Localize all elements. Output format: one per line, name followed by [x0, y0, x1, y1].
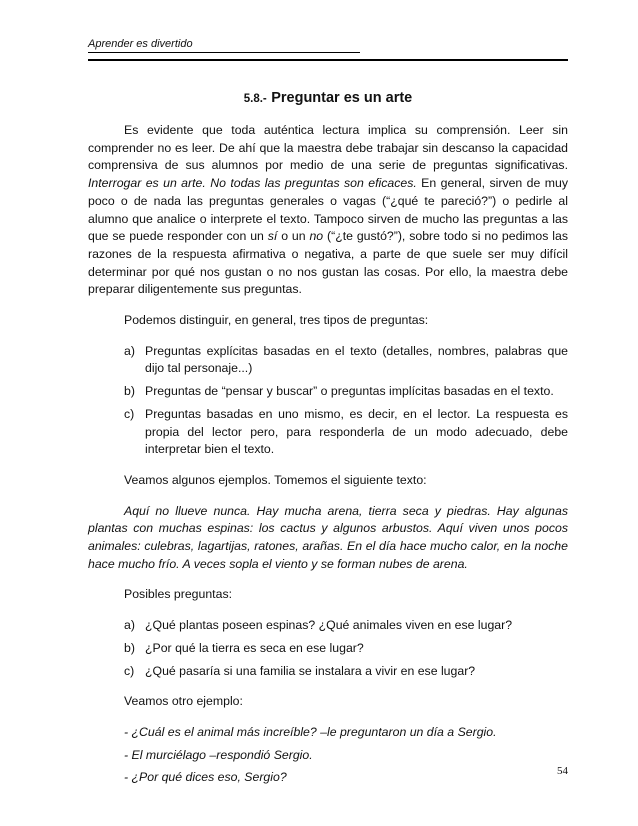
possible-questions-list: [88, 617, 568, 680]
section-title: [88, 89, 568, 107]
dialogue-line: - ¿Por qué dices eso, Sergio?: [124, 770, 287, 785]
list-text: Preguntas basadas en uno mismo, es decir, en el lector. La respuesta es propia del lector pero, para responderla de un modo adecuado, debe interpretar bien el texto.: [145, 406, 568, 457]
section-heading: Preguntar es un arte: [271, 90, 413, 106]
list-item: [124, 640, 568, 658]
list-marker: b): [124, 384, 135, 399]
list-text: Preguntas de “pensar y buscar” o preguntas implícitas basadas en el texto.: [145, 384, 554, 399]
text-run-italic: no: [309, 229, 324, 244]
section-number: 5.8.-: [243, 93, 267, 105]
list-marker: c): [124, 406, 135, 421]
paragraph-intro: [88, 122, 568, 299]
header-rule-thick: [88, 59, 568, 61]
text-run: o un: [277, 229, 310, 244]
dialogue-line: - El murciélago –respondió Sergio.: [124, 747, 313, 762]
list-text: ¿Por qué la tierra es seca en ese lugar?: [145, 640, 364, 655]
list-text: Preguntas explícitas basadas en el texto (detalles, nombres, palabras que dijo tal personaje...): [145, 343, 568, 376]
paragraph-types: Podemos distinguir, en general, tres tipos de preguntas:: [124, 313, 429, 328]
sample-text: Aquí no llueve nunca. Hay mucha arena, tierra seca y piedras. Hay algunas plantas con muchas espinas: los cactus y algunos arbustos. Aquí viven unos pocos animales: culebras, lagartijas, ratones, arañas. En el día hace mucho calor, en la noche hace mucho frío. A veces sopla el viento y se forman nubes de arena.: [88, 503, 568, 571]
text-run-italic: sí: [267, 229, 278, 244]
question-types-list: [88, 343, 568, 459]
dialogue-line: - ¿Cuál es el animal más increíble? –le preguntaron un día a Sergio.: [124, 724, 497, 739]
list-marker: b): [124, 640, 135, 655]
text-run: Es evidente que toda auténtica lectura implica su comprensión. Leer sin comprender no es leer. De ahí que la maestra debe trabajar sin descanso la capacidad comprensiva de sus alumnos por medio de una serie de preguntas significativas.: [88, 123, 568, 173]
list-marker: c): [124, 663, 135, 678]
list-item: [124, 383, 568, 401]
text-run: En general, sirven de muy poco o de nada las preguntas generales o vagas (“¿qué te pareció?”) o pedirle al alumno que analice o interprete el texto. Tampoco sirven de mucho las preguntas a las que se puede responder con un: [88, 176, 568, 244]
paragraph-another-example: Veamos otro ejemplo:: [124, 694, 243, 709]
list-marker: a): [124, 343, 135, 358]
list-item: [124, 663, 568, 681]
list-item: [124, 406, 568, 459]
list-text: ¿Qué pasaría si una familia se instalara a vivir en ese lugar?: [145, 663, 476, 678]
text-run-italic: Interrogar es un arte. No todas las preguntas son eficaces.: [88, 176, 417, 191]
header-rule-thin: [88, 52, 360, 53]
paragraph-examples: Veamos algunos ejemplos. Tomemos el siguiente texto:: [124, 472, 427, 487]
page-number: 54: [557, 765, 568, 777]
paragraph-possible-questions: Posibles preguntas:: [124, 587, 233, 602]
list-marker: a): [124, 618, 135, 633]
running-header: Aprender es divertido: [88, 38, 193, 50]
list-item: [124, 617, 568, 635]
text-run: (“¿te gustó?”), sobre todo si no pedimos las razones de la respuesta afirmativa o negativa, a parte de que suele ser muy difícil determinar por qué nos gustan o no nos gustan las cosas. Por ello, la maestra debe preparar diligentemente sus preguntas.: [88, 229, 568, 297]
list-text: ¿Qué plantas poseen espinas? ¿Qué animales viven en ese lugar?: [145, 618, 513, 633]
list-item: [124, 343, 568, 378]
body-text: [88, 122, 568, 787]
